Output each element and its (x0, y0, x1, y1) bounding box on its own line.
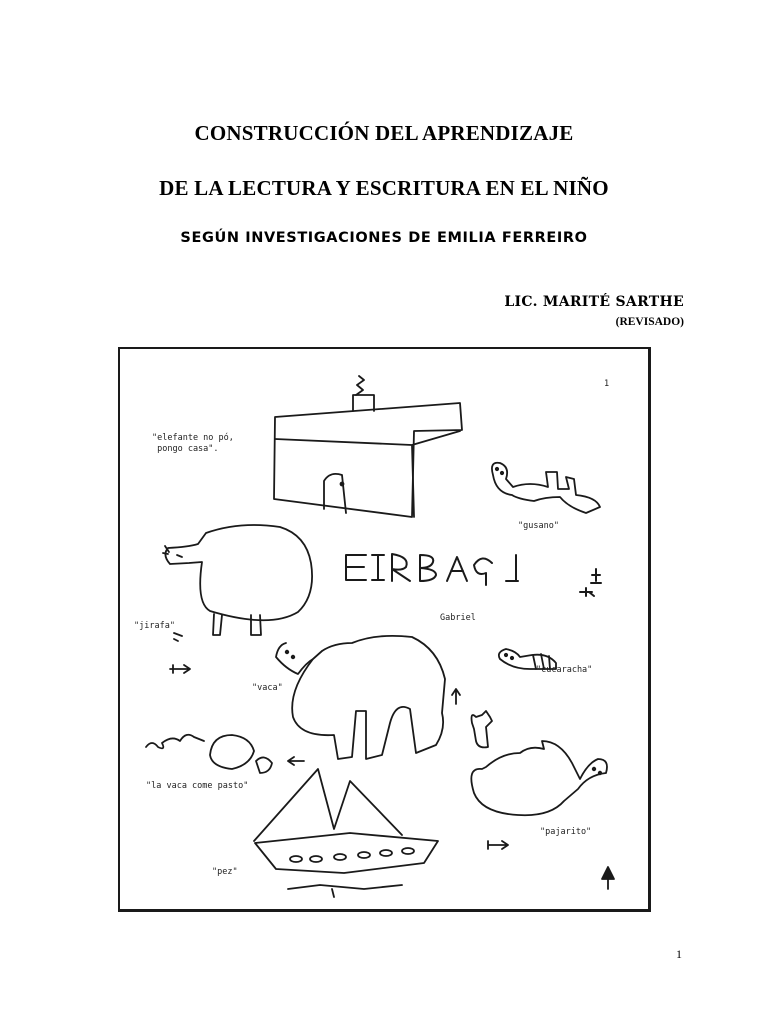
label-elefante: "elefante no pó, pongo casa". (152, 433, 234, 454)
page-number: 1 (676, 947, 682, 961)
label-jirafa: "jirafa" (134, 621, 175, 631)
label-gabriel: Gabriel (440, 613, 476, 623)
label-vaca-come-pasto: "la vaca come pasto" (146, 781, 249, 791)
gabriel-handwriting (346, 554, 601, 596)
subtitle: SEGÚN INVESTIGACIONES DE EMILIA FERREIRO (180, 230, 588, 246)
label-pez: "pez" (212, 867, 238, 877)
figure-corner-number: 1 (604, 379, 610, 389)
label-gusano: "gusano" (518, 521, 559, 531)
boat-drawing (254, 769, 438, 897)
caterpillar-drawing (492, 463, 600, 513)
house-drawing (274, 376, 462, 517)
jirafa-animal-drawing (163, 525, 312, 673)
label-pajarito: "pajarito" (540, 827, 592, 837)
child-drawing-figure (118, 347, 651, 912)
author-name: LIC. MARITÉ SARTHE (504, 294, 684, 310)
title-line-2: DE LA LECTURA Y ESCRITURA EN EL NIÑO (159, 176, 609, 200)
revision-note: (REVISADO) (615, 316, 684, 328)
label-cucaracha: "cucaracha" (536, 665, 593, 675)
title-line-1: CONSTRUCCIÓN DEL APRENDIZAJE (194, 121, 574, 145)
vaca-drawing (276, 636, 460, 759)
label-vaca: "vaca" (252, 683, 283, 693)
tree-drawing (602, 867, 614, 889)
small-animal-drawing (146, 735, 304, 773)
